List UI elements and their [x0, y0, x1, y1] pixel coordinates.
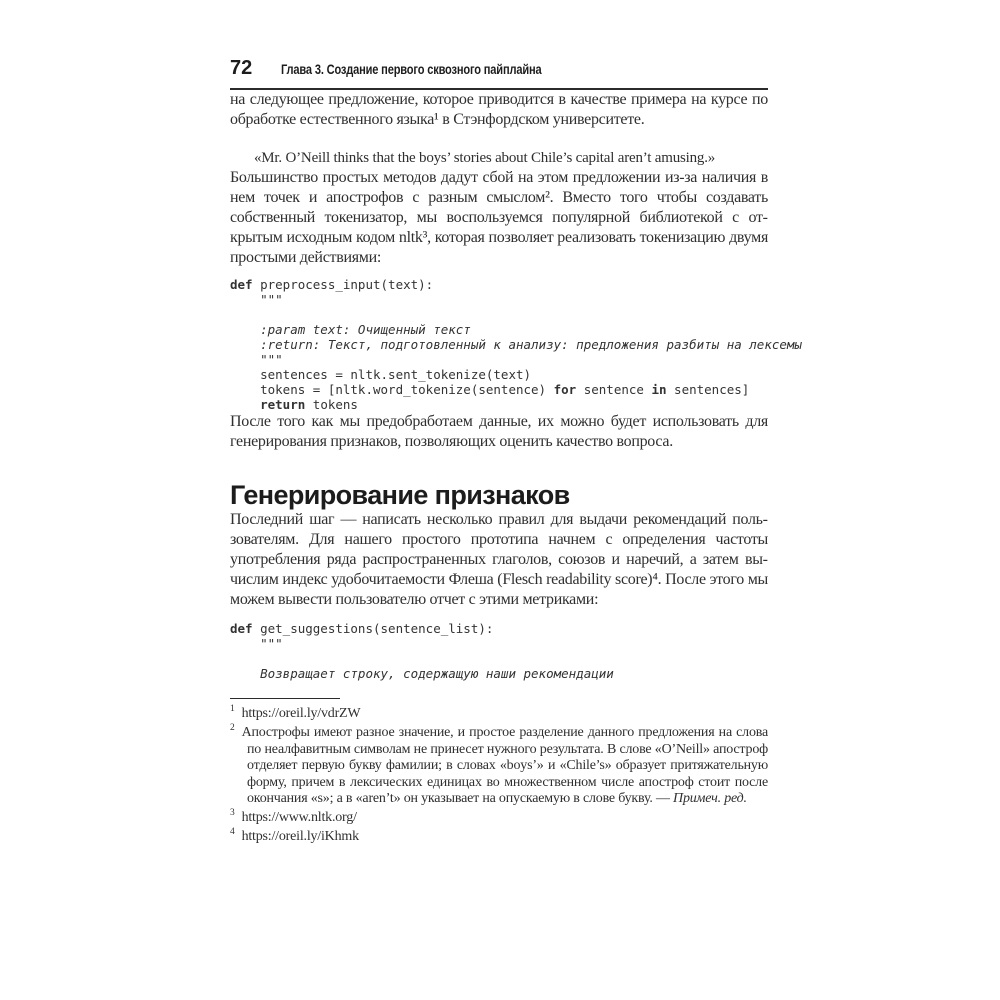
footnote-marker: 1 — [230, 704, 235, 715]
code-line: """ — [230, 352, 283, 367]
code-line: return tokens — [260, 397, 358, 412]
section-heading: Генерирование признаков — [230, 480, 570, 510]
paragraph-tokenization: Большинство простых методов дадут сбой на этом предложении из-за наличия в нем точек и апострофов с разным смыслом². Вместо того чтобы создавать собственный токенизатор, мы воспользуемся популярной библиотекой с открытым исходным кодом nltk³, которая позволяет реализовать токенизацию двумя простыми действиями: — [230, 169, 768, 266]
code-block-preprocess-input — [230, 277, 802, 412]
footnote-editor-note: Примеч. ред. — [673, 791, 747, 806]
footnote-marker: 2 — [230, 723, 235, 734]
footnote-text: https://oreil.ly/iKhmk — [241, 829, 359, 844]
code-line: def preprocess_input(text): — [230, 277, 434, 292]
footnote-marker: 3 — [230, 808, 235, 819]
footnotes-section — [230, 698, 768, 846]
footnote-marker: 4 — [230, 827, 235, 838]
footnote-text: https://www.nltk.org/ — [241, 810, 357, 825]
example-sentence-quote: «Mr. O’Neill thinks that the boys’ stories about Chile’s capital aren’t amusing.» — [254, 150, 716, 166]
code-line — [230, 307, 768, 322]
running-header — [230, 57, 768, 90]
footnote-2 — [230, 725, 768, 808]
page-content-column — [230, 57, 802, 846]
code-line: tokens = [nltk.word_tokenize(sentence) for sentence in sentences] — [230, 382, 750, 397]
code-line: :param text: Очищенный текст — [230, 322, 471, 337]
paragraph-after-code: После того как мы предобработаем данные, их можно будет использовать для генерирования признаков, позволяющих оценить качество вопроса. — [230, 413, 768, 450]
code-block-get-suggestions — [230, 621, 768, 681]
code-line: sentences = nltk.sent_tokenize(text) — [230, 367, 532, 382]
code-line: """ — [230, 636, 283, 651]
paragraph-intro: на следующее предложение, которое приводится в качестве примера на курсе по обработке естественного языка¹ в Стэнфордском университете. — [230, 91, 768, 128]
page-number: 72 — [230, 57, 253, 79]
footnote-1 — [230, 706, 768, 723]
footnote-3 — [230, 810, 768, 827]
chapter-title: Глава 3. Создание первого сквозного пайплайна — [281, 62, 542, 77]
paragraph-feature-generation: Последний шаг — написать несколько правил для выдачи рекомендаций пользователям. Для нашего простого прототипа начнем с определения частоты употребления ряда распространенных глаголов, союзов и наречий, а затем вычислим индекс удобочитаемости Флеша (Flesch readability score)⁴. После этого мы можем вывести пользователю отчет с этими метриками: — [230, 511, 768, 608]
code-line: def get_suggestions(sentence_list): — [230, 621, 494, 636]
code-line — [230, 651, 768, 666]
footnote-divider — [230, 698, 340, 699]
footnote-text: https://oreil.ly/vdrZW — [241, 706, 361, 721]
footnote-4 — [230, 829, 768, 846]
code-line: Возвращает строку, содержащую наши рекомендации — [230, 666, 614, 681]
code-line: """ — [230, 292, 283, 307]
code-line: :return: Текст, подготовленный к анализу: предложения разбиты на лексемы — [230, 337, 802, 352]
footnote-text: Апострофы имеют разное значение, и простое разделение данного предложения на слова по неалфавитным символам не принесет нужного результата. В слове «O’Neill» апостроф отделяет первую букву фамилии; в словах «boys’» и «Chile’s» образует притяжательную форму, причем в лексических единицах во множественном числе апостроф стоит после окончания «s»; а в «aren’t» он указывает на опускаемую в слове букву. — — [241, 725, 768, 806]
